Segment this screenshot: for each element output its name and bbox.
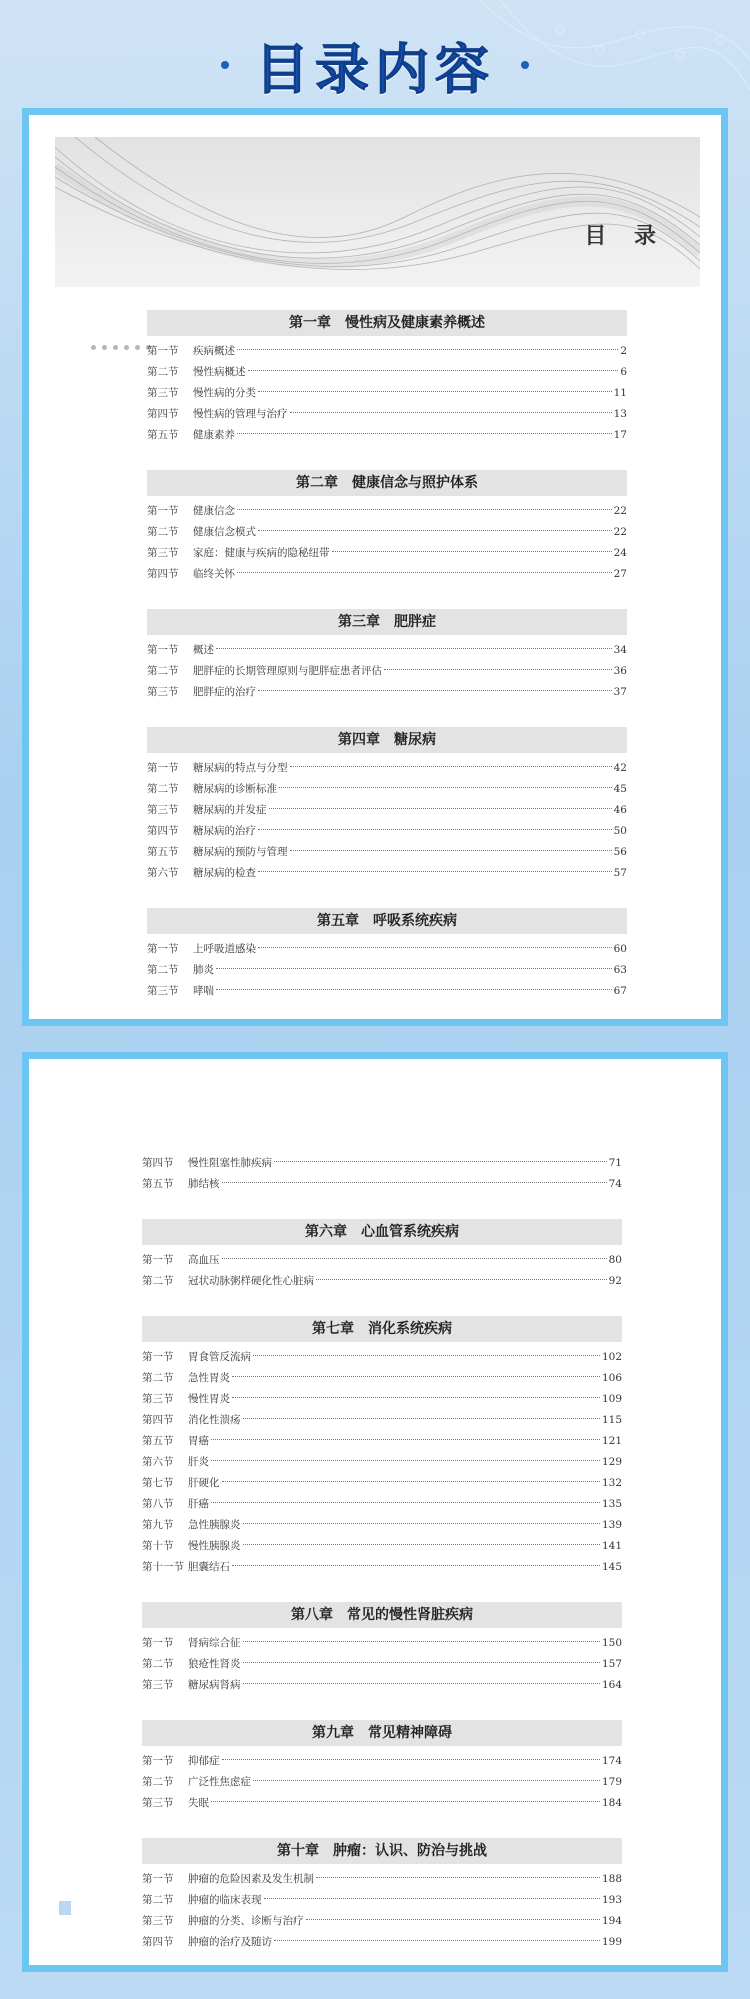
dot-leader	[279, 787, 612, 788]
chapter-heading: 第八章 常见的慢性肾脏疾病	[142, 1602, 622, 1628]
section-title: 肾病综合征	[188, 1637, 241, 1649]
section-title: 冠状动脉粥样硬化性心脏病	[188, 1275, 314, 1287]
section-title: 肿瘤的危险因素及发生机制	[188, 1873, 314, 1885]
section-title: 慢性阻塞性肺疾病	[188, 1157, 272, 1169]
toc-banner	[55, 137, 700, 287]
section-number: 第五节	[147, 429, 179, 441]
section-number: 第二节	[142, 1275, 174, 1287]
section-title: 胃食管反流病	[188, 1351, 251, 1363]
dot-leader	[232, 1376, 600, 1377]
section-title: 胆囊结石	[188, 1561, 230, 1573]
header-dot-right	[521, 61, 529, 69]
section-title: 慢性胰腺炎	[188, 1540, 241, 1552]
dot-leader	[222, 1182, 607, 1183]
page-number: 199	[601, 1936, 622, 1948]
toc-page-1	[22, 108, 728, 1026]
page-number: 139	[601, 1519, 622, 1531]
toc-entry	[142, 1431, 622, 1452]
section-title: 急性胰腺炎	[188, 1519, 241, 1531]
section-title: 慢性病的分类	[193, 387, 256, 399]
toc-entry	[142, 1494, 622, 1515]
dot-leader	[258, 530, 612, 531]
dot-leader	[216, 648, 612, 649]
dot-leader	[222, 1481, 600, 1482]
toc-entry	[142, 1347, 622, 1368]
toc-entry	[147, 758, 627, 779]
page-number: 121	[601, 1435, 622, 1447]
section-number: 第三节	[142, 1393, 174, 1405]
section-number: 第一节	[147, 505, 179, 517]
toc-list	[142, 1153, 622, 1953]
dot-leader	[211, 1502, 600, 1503]
page-number: 164	[601, 1679, 622, 1691]
page-number: 141	[601, 1540, 622, 1552]
dot-leader	[237, 509, 612, 510]
chapter-heading: 第九章 常见精神障碍	[142, 1720, 622, 1746]
section-number: 第三节	[142, 1915, 174, 1927]
page-number: 46	[613, 804, 627, 816]
page-number: 50	[613, 825, 627, 837]
toc-entry	[142, 1174, 622, 1195]
toc-entry	[142, 1911, 622, 1932]
toc-list	[147, 310, 627, 1002]
section-title: 肿瘤的治疗及随访	[188, 1936, 272, 1948]
toc-entry	[147, 842, 627, 863]
dot-leader	[243, 1544, 600, 1545]
page-number: 13	[613, 408, 627, 420]
dot-leader	[243, 1641, 600, 1642]
section-number: 第二节	[147, 366, 179, 378]
header-dot-left	[221, 61, 229, 69]
section-number: 第五节	[142, 1435, 174, 1447]
section-title: 糖尿病的特点与分型	[193, 762, 288, 774]
toc-entry	[147, 425, 627, 446]
section-number: 第五节	[142, 1178, 174, 1190]
dot-leader	[237, 349, 618, 350]
toc-entry	[142, 1751, 622, 1772]
section-number: 第三节	[147, 387, 179, 399]
section-number: 第三节	[142, 1797, 174, 1809]
page-number: 11	[613, 387, 627, 399]
page-number: 194	[601, 1915, 622, 1927]
page-number: 102	[601, 1351, 622, 1363]
dot-leader	[258, 947, 612, 948]
section-title: 慢性病概述	[193, 366, 246, 378]
page-number: 115	[601, 1414, 622, 1426]
page-number: 22	[613, 526, 627, 538]
section-number: 第一节	[147, 345, 179, 357]
page-number: 60	[613, 943, 627, 955]
toc-entry	[142, 1633, 622, 1654]
page-number: 80	[608, 1254, 622, 1266]
dot-leader	[232, 1397, 600, 1398]
chapter-heading: 第五章 呼吸系统疾病	[147, 908, 627, 934]
page-number: 184	[601, 1797, 622, 1809]
toc-entry	[147, 981, 627, 1002]
section-title: 胃癌	[188, 1435, 209, 1447]
chapter-heading: 第二章 健康信念与照护体系	[147, 470, 627, 496]
section-number: 第一节	[147, 762, 179, 774]
section-title: 慢性病的管理与治疗	[193, 408, 288, 420]
toc-entry	[142, 1250, 622, 1271]
toc-entry	[142, 1869, 622, 1890]
dot-leader	[258, 871, 612, 872]
page-header	[0, 30, 750, 100]
page-number: 6	[620, 366, 627, 378]
section-title: 狼疮性肾炎	[188, 1658, 241, 1670]
page-number: 145	[601, 1561, 622, 1573]
page-number: 135	[601, 1498, 622, 1510]
section-title: 糖尿病肾病	[188, 1679, 241, 1691]
section-number: 第三节	[147, 985, 179, 997]
toc-entry	[142, 1389, 622, 1410]
page-number: 67	[613, 985, 627, 997]
toc-entry	[147, 522, 627, 543]
section-title: 健康素养	[193, 429, 235, 441]
section-title: 糖尿病的检查	[193, 867, 256, 879]
page-number: 27	[613, 568, 627, 580]
page-number: 129	[601, 1456, 622, 1468]
dot-leader	[274, 1940, 600, 1941]
toc-page-2	[22, 1052, 728, 1972]
dot-leader	[316, 1279, 607, 1280]
toc-entry	[142, 1675, 622, 1696]
section-number: 第十节	[142, 1540, 174, 1552]
dot-leader	[216, 968, 612, 969]
page-title: 目录内容	[255, 37, 495, 101]
toc-entry	[142, 1932, 622, 1953]
section-title: 糖尿病的并发症	[193, 804, 267, 816]
page-number: 63	[613, 964, 627, 976]
section-title: 上呼吸道感染	[193, 943, 256, 955]
dot-leader	[232, 1565, 600, 1566]
page-number: 174	[601, 1755, 622, 1767]
dot-leader	[237, 572, 612, 573]
section-number: 第一节	[147, 644, 179, 656]
toc-entry	[142, 1793, 622, 1814]
dot-leader	[211, 1801, 600, 1802]
section-title: 消化性溃疡	[188, 1414, 241, 1426]
toc-entry	[147, 640, 627, 661]
wave-decoration	[55, 137, 700, 287]
chapter-heading: 第三章 肥胖症	[147, 609, 627, 635]
section-number: 第二节	[147, 665, 179, 677]
page-number: 71	[608, 1157, 622, 1169]
section-title: 肺炎	[193, 964, 214, 976]
page-number: 57	[613, 867, 627, 879]
chapter-heading: 第六章 心血管系统疾病	[142, 1219, 622, 1245]
section-title: 健康信念模式	[193, 526, 256, 538]
section-number: 第四节	[147, 825, 179, 837]
toc-entry	[147, 501, 627, 522]
section-title: 急性胃炎	[188, 1372, 230, 1384]
toc-entry	[147, 821, 627, 842]
section-title: 糖尿病的预防与管理	[193, 846, 288, 858]
section-number: 第二节	[147, 964, 179, 976]
toc-entry	[142, 1557, 622, 1578]
dot-leader	[290, 850, 612, 851]
section-number: 第二节	[142, 1372, 174, 1384]
section-title: 健康信念	[193, 505, 235, 517]
section-title: 肝硬化	[188, 1477, 220, 1489]
page-number: 2	[620, 345, 627, 357]
page-number: 42	[613, 762, 627, 774]
section-number: 第一节	[142, 1351, 174, 1363]
section-number: 第三节	[142, 1679, 174, 1691]
section-title: 广泛性焦虑症	[188, 1776, 251, 1788]
page-number: 36	[613, 665, 627, 677]
dot-leader	[384, 669, 612, 670]
page-number: 157	[601, 1658, 622, 1670]
section-number: 第二节	[142, 1658, 174, 1670]
page-number: 92	[608, 1275, 622, 1287]
section-number: 第三节	[147, 686, 179, 698]
page-number: 17	[613, 429, 627, 441]
section-number: 第四节	[142, 1414, 174, 1426]
section-number: 第一节	[142, 1637, 174, 1649]
dot-leader	[211, 1439, 600, 1440]
section-title: 抑郁症	[188, 1755, 220, 1767]
dot-leader	[290, 412, 612, 413]
page-number: 106	[601, 1372, 622, 1384]
toc-heading: 目 录	[584, 224, 666, 249]
page-number: 109	[601, 1393, 622, 1405]
section-title: 慢性胃炎	[188, 1393, 230, 1405]
dot-leader	[264, 1898, 600, 1899]
section-number: 第二节	[147, 783, 179, 795]
section-number: 第七节	[142, 1477, 174, 1489]
page-number: 24	[613, 547, 627, 559]
page-number: 34	[613, 644, 627, 656]
section-number: 第九节	[142, 1519, 174, 1531]
toc-entry	[142, 1536, 622, 1557]
section-title: 肝癌	[188, 1498, 209, 1510]
section-number: 第六节	[147, 867, 179, 879]
dot-leader	[290, 766, 612, 767]
page-number: 22	[613, 505, 627, 517]
section-number: 第一节	[142, 1254, 174, 1266]
section-number: 第三节	[147, 547, 179, 559]
section-number: 第一节	[142, 1873, 174, 1885]
toc-entry	[142, 1153, 622, 1174]
section-title: 肥胖症的治疗	[193, 686, 256, 698]
toc-entry	[147, 404, 627, 425]
section-title: 临终关怀	[193, 568, 235, 580]
section-number: 第一节	[147, 943, 179, 955]
dot-leader	[222, 1759, 600, 1760]
dot-leader	[243, 1418, 600, 1419]
dot-leader	[269, 808, 612, 809]
section-title: 糖尿病的诊断标准	[193, 783, 277, 795]
toc-entry	[142, 1654, 622, 1675]
section-title: 糖尿病的治疗	[193, 825, 256, 837]
toc-entry	[142, 1890, 622, 1911]
toc-entry	[147, 960, 627, 981]
section-number: 第四节	[147, 568, 179, 580]
page-number: 150	[601, 1637, 622, 1649]
section-title: 家庭：健康与疾病的隐秘纽带	[193, 547, 330, 559]
section-number: 第六节	[142, 1456, 174, 1468]
section-title: 疾病概述	[193, 345, 235, 357]
chapter-heading: 第四章 糖尿病	[147, 727, 627, 753]
toc-entry	[147, 362, 627, 383]
toc-entry	[142, 1410, 622, 1431]
section-title: 肿瘤的临床表现	[188, 1894, 262, 1906]
page-number: 45	[613, 783, 627, 795]
toc-entry	[147, 543, 627, 564]
chapter-heading: 第七章 消化系统疾病	[142, 1316, 622, 1342]
toc-entry	[147, 564, 627, 585]
toc-entry	[142, 1271, 622, 1292]
dot-leader	[274, 1161, 607, 1162]
dot-leader	[253, 1780, 600, 1781]
dot-leader	[211, 1460, 600, 1461]
toc-entry	[147, 863, 627, 884]
page-number: 56	[613, 846, 627, 858]
section-title: 哮喘	[193, 985, 214, 997]
dot-leader	[216, 989, 612, 990]
section-number: 第十一节	[142, 1561, 184, 1573]
section-title: 高血压	[188, 1254, 220, 1266]
chapter-heading: 第十章 肿瘤：认识、防治与挑战	[142, 1838, 622, 1864]
toc-entry	[142, 1473, 622, 1494]
chapter-heading: 第一章 慢性病及健康素养概述	[147, 310, 627, 336]
dot-leader	[248, 370, 619, 371]
dot-leader	[258, 829, 612, 830]
corner-mark	[59, 1901, 71, 1915]
toc-entry	[147, 341, 627, 362]
toc-entry	[147, 661, 627, 682]
section-number: 第三节	[147, 804, 179, 816]
dot-leader	[306, 1919, 600, 1920]
toc-entry	[142, 1772, 622, 1793]
dot-leader	[222, 1258, 607, 1259]
dot-leader	[243, 1662, 600, 1663]
toc-entry	[147, 779, 627, 800]
dot-leader	[258, 690, 612, 691]
section-number: 第四节	[147, 408, 179, 420]
section-number: 第一节	[142, 1755, 174, 1767]
toc-entry	[147, 682, 627, 703]
page-number: 193	[601, 1894, 622, 1906]
page-number: 132	[601, 1477, 622, 1489]
section-title: 概述	[193, 644, 214, 656]
dot-leader	[243, 1523, 600, 1524]
page-number: 179	[601, 1776, 622, 1788]
toc-entry	[147, 800, 627, 821]
section-number: 第四节	[142, 1936, 174, 1948]
dot-leader	[243, 1683, 600, 1684]
page-number: 188	[601, 1873, 622, 1885]
dot-leader	[237, 433, 612, 434]
section-number: 第四节	[142, 1157, 174, 1169]
section-number: 第二节	[142, 1894, 174, 1906]
dot-leader	[258, 391, 612, 392]
section-number: 第二节	[147, 526, 179, 538]
dot-leader	[332, 551, 612, 552]
toc-entry	[142, 1368, 622, 1389]
page-number: 37	[613, 686, 627, 698]
toc-entry	[147, 939, 627, 960]
section-title: 失眠	[188, 1797, 209, 1809]
section-title: 肺结核	[188, 1178, 220, 1190]
section-title: 肥胖症的长期管理原则与肥胖症患者评估	[193, 665, 382, 677]
toc-entry	[142, 1452, 622, 1473]
toc-entry	[147, 383, 627, 404]
section-number: 第八节	[142, 1498, 174, 1510]
section-title: 肿瘤的分类、诊断与治疗	[188, 1915, 304, 1927]
section-title: 肝炎	[188, 1456, 209, 1468]
section-number: 第二节	[142, 1776, 174, 1788]
dot-leader	[253, 1355, 600, 1356]
dot-leader	[316, 1877, 600, 1878]
page-number: 74	[608, 1178, 622, 1190]
section-number: 第五节	[147, 846, 179, 858]
toc-entry	[142, 1515, 622, 1536]
